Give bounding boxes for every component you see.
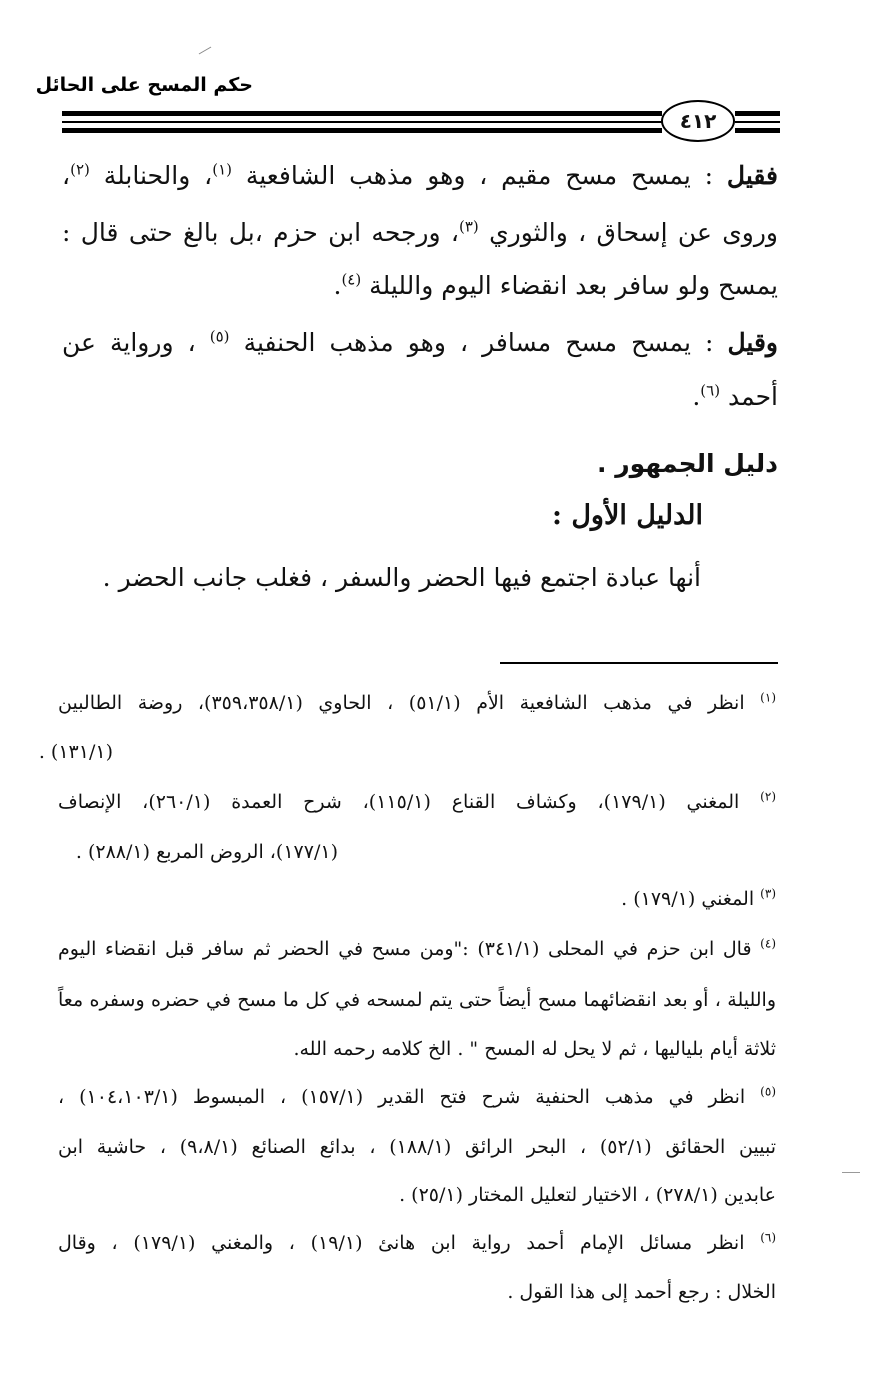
body-text: ، ورجحه ابن حزم ،بل بالغ حتى قال : — [62, 218, 459, 247]
footnote-ref: (١) — [212, 160, 232, 179]
footnote-number: (٤) — [760, 936, 776, 951]
footnote-text: انظر مسائل الإمام أحمد رواية ابن هانئ (١٩/١) ، والمغني (١٧٩/١) ، وقال — [58, 1232, 745, 1254]
header-rule — [735, 128, 780, 133]
body-text: ، والحنابلة — [103, 161, 213, 190]
header-rule — [62, 128, 662, 133]
opinion-lead: فقيل — [726, 161, 778, 190]
footnote-line: والليلة ، أو بعد انقضائهما مسح أيضاً حتى يتم لمسحه في كل ما مسح في حضره وسفره معاً — [58, 989, 776, 1011]
body-text: : يمسح مسح مسافر ، وهو مذهب الحنفية — [243, 328, 714, 357]
body-line — [62, 213, 778, 253]
body-text: . — [333, 271, 342, 300]
body-text: ، — [62, 161, 71, 190]
evidence-text: أنها عبادة اجتمع فيها الحضر والسفر ، فغلب جانب الحضر . — [102, 563, 701, 592]
header-rule — [735, 111, 780, 116]
footnote-number: (٣) — [760, 886, 776, 901]
scan-mark — [199, 47, 212, 55]
body-text: . — [692, 382, 701, 411]
scan-mark-side — [842, 1172, 860, 1173]
footnote-number: (١) — [760, 690, 776, 705]
page-number: ٤١٢ — [661, 100, 735, 142]
footnote-line — [58, 1228, 776, 1258]
footnote-ref: (٥) — [209, 327, 230, 346]
footnote-line: تبيين الحقائق (٥٢/١) ، البحر الرائق (١٨٨/١) ، بدائع الصنائع (٩،٨/١) ، حاشية ابن — [58, 1136, 776, 1158]
body-text: أحمد — [728, 382, 778, 411]
body-line — [62, 156, 778, 196]
footnote-ref: (٢) — [70, 160, 90, 179]
footnote-line: ثلاثة أيام بلياليها ، ثم لا يحل له المسح " . الخ كلامه رحمه الله. — [293, 1038, 776, 1060]
footnote-line — [58, 688, 776, 718]
body-text: : يمسح مسح مقيم ، وهو مذهب الشافعية — [245, 161, 714, 190]
footnote-number: (٥) — [760, 1084, 776, 1099]
footnote-ref: (٤) — [341, 270, 362, 289]
footnote-line — [58, 1082, 776, 1112]
section-heading: دليل الجمهور . — [597, 449, 778, 478]
footnote-line — [58, 934, 776, 964]
header-rule — [62, 121, 662, 123]
footnote-text: انظر في مذهب الشافعية الأم (٥١/١) ، الحاوي (٣٥٩،٣٥٨/١)، روضة الطالبين — [58, 692, 745, 714]
footnote-ref: (٦) — [700, 381, 721, 400]
body-line — [333, 266, 778, 306]
body-text: وروى عن إسحاق ، والثوري — [489, 218, 778, 247]
header-rule — [735, 121, 780, 123]
footnote-number: (٦) — [760, 1230, 777, 1245]
footnote-text: قال ابن حزم في المحلى (٣٤١/١) :"ومن مسح في الحضر ثم سافر قبل انقضاء اليوم — [58, 938, 752, 960]
footnote-ref: (٣) — [458, 217, 479, 236]
footnote-separator — [500, 662, 778, 664]
footnote-line: الخلال : رجع أحمد إلى هذا القول . — [507, 1281, 776, 1303]
body-text: يمسح ولو سافر بعد انقضاء اليوم والليلة — [369, 271, 778, 300]
footnote-number: (٢) — [760, 789, 776, 804]
footnote-line — [58, 787, 776, 817]
body-line — [62, 323, 778, 363]
footnote-text: انظر في مذهب الحنفية شرح فتح القدير (١٥٧/١) ، المبسوط (١٠٤،١٠٣/١) ، — [58, 1086, 746, 1108]
body-line — [692, 377, 778, 417]
header-rule — [62, 111, 662, 116]
running-title: حكم المسح على الحائل — [35, 74, 253, 96]
footnote-text: المغني (١٧٩/١) . — [621, 888, 755, 910]
opinion-lead: وقيل — [727, 328, 778, 357]
footnote-line: (١٧٧/١)، الروض المربع (٢٨٨/١) . — [75, 841, 338, 863]
footnote-line — [621, 884, 776, 914]
footnote-line: (١٣١/١) . — [38, 741, 113, 763]
subsection-heading: الدليل الأول : — [551, 500, 703, 531]
body-text: ، ورواية عن — [62, 328, 196, 357]
footnote-line: عابدين (٢٧٨/١) ، الاختيار لتعليل المختار (٢٥/١) . — [399, 1184, 776, 1206]
footnote-text: المغني (١٧٩/١)، وكشاف القناع (١١٥/١)، شرح العمدة (٢٦٠/١)، الإنصاف — [58, 791, 740, 813]
